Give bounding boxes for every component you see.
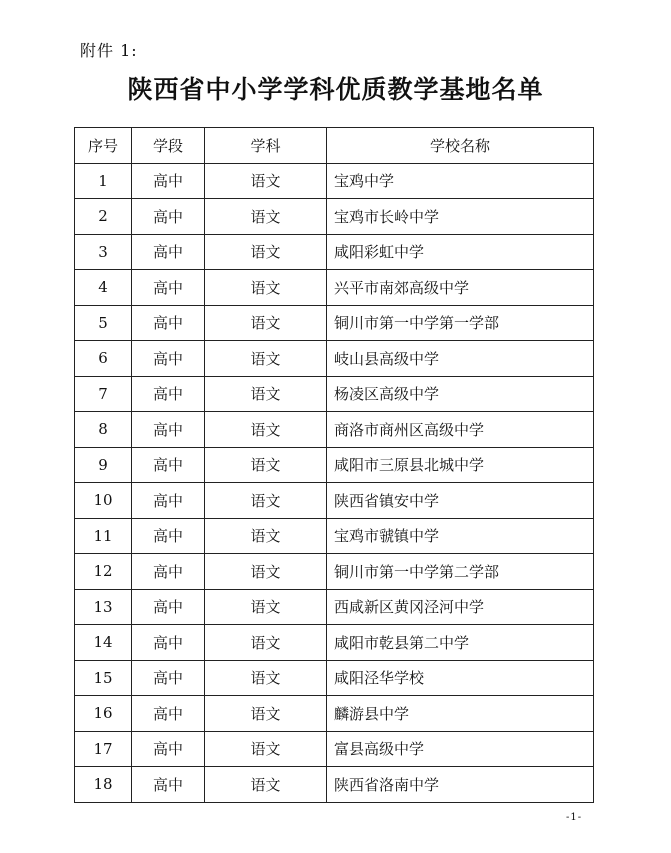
row-school-name: 商洛市商州区高级中学 <box>327 412 594 448</box>
table-body <box>75 163 594 802</box>
row-subject: 语文 <box>205 376 327 412</box>
table-row <box>75 731 594 767</box>
row-stage: 高中 <box>132 518 205 554</box>
row-stage: 高中 <box>132 483 205 519</box>
table-row <box>75 554 594 590</box>
row-stage: 高中 <box>132 412 205 448</box>
table-row <box>75 305 594 341</box>
table-row <box>75 341 594 377</box>
row-school-name: 陕西省洛南中学 <box>327 767 594 803</box>
row-number: 7 <box>75 376 132 412</box>
header-stage: 学段 <box>132 128 205 164</box>
table-row <box>75 376 594 412</box>
row-stage: 高中 <box>132 554 205 590</box>
row-school-name: 咸阳市三原县北城中学 <box>327 447 594 483</box>
row-stage: 高中 <box>132 163 205 199</box>
header-number: 序号 <box>75 128 132 164</box>
row-subject: 语文 <box>205 767 327 803</box>
table-row <box>75 518 594 554</box>
row-school-name: 宝鸡市长岭中学 <box>327 199 594 235</box>
table-row <box>75 660 594 696</box>
row-school-name: 咸阳彩虹中学 <box>327 234 594 270</box>
table-row <box>75 625 594 661</box>
table-row <box>75 234 594 270</box>
row-number: 2 <box>75 199 132 235</box>
row-number: 17 <box>75 731 132 767</box>
row-school-name: 富县高级中学 <box>327 731 594 767</box>
table-row <box>75 767 594 803</box>
row-subject: 语文 <box>205 270 327 306</box>
table-row <box>75 483 594 519</box>
row-subject: 语文 <box>205 483 327 519</box>
row-school-name: 铜川市第一中学第一学部 <box>327 305 594 341</box>
header-school-name: 学校名称 <box>327 128 594 164</box>
row-stage: 高中 <box>132 660 205 696</box>
row-school-name: 陕西省镇安中学 <box>327 483 594 519</box>
row-number: 10 <box>75 483 132 519</box>
header-subject: 学科 <box>205 128 327 164</box>
row-stage: 高中 <box>132 305 205 341</box>
table-row <box>75 199 594 235</box>
row-subject: 语文 <box>205 199 327 235</box>
row-school-name: 杨凌区高级中学 <box>327 376 594 412</box>
row-subject: 语文 <box>205 554 327 590</box>
row-stage: 高中 <box>132 270 205 306</box>
row-number: 4 <box>75 270 132 306</box>
row-stage: 高中 <box>132 696 205 732</box>
row-number: 9 <box>75 447 132 483</box>
page-number: -1- <box>566 812 583 823</box>
row-stage: 高中 <box>132 234 205 270</box>
row-number: 1 <box>75 163 132 199</box>
row-subject: 语文 <box>205 341 327 377</box>
row-stage: 高中 <box>132 376 205 412</box>
row-subject: 语文 <box>205 589 327 625</box>
row-subject: 语文 <box>205 305 327 341</box>
row-number: 8 <box>75 412 132 448</box>
row-subject: 语文 <box>205 696 327 732</box>
row-subject: 语文 <box>205 625 327 661</box>
table-row <box>75 163 594 199</box>
row-school-name: 铜川市第一中学第二学部 <box>327 554 594 590</box>
row-stage: 高中 <box>132 589 205 625</box>
school-list-table <box>74 127 594 803</box>
document-title: 陕西省中小学学科优质教学基地名单 <box>127 75 544 104</box>
row-number: 3 <box>75 234 132 270</box>
row-number: 6 <box>75 341 132 377</box>
row-subject: 语文 <box>205 412 327 448</box>
row-number: 12 <box>75 554 132 590</box>
row-stage: 高中 <box>132 767 205 803</box>
row-subject: 语文 <box>205 660 327 696</box>
row-school-name: 宝鸡市虢镇中学 <box>327 518 594 554</box>
row-stage: 高中 <box>132 341 205 377</box>
row-number: 14 <box>75 625 132 661</box>
row-school-name: 岐山县高级中学 <box>327 341 594 377</box>
row-school-name: 咸阳泾华学校 <box>327 660 594 696</box>
row-school-name: 西咸新区黄冈泾河中学 <box>327 589 594 625</box>
table-row <box>75 412 594 448</box>
table-row <box>75 696 594 732</box>
row-stage: 高中 <box>132 199 205 235</box>
row-number: 13 <box>75 589 132 625</box>
row-subject: 语文 <box>205 518 327 554</box>
row-school-name: 麟游县中学 <box>327 696 594 732</box>
row-subject: 语文 <box>205 234 327 270</box>
row-number: 18 <box>75 767 132 803</box>
row-number: 11 <box>75 518 132 554</box>
row-number: 15 <box>75 660 132 696</box>
row-school-name: 咸阳市乾县第二中学 <box>327 625 594 661</box>
row-school-name: 宝鸡中学 <box>327 163 594 199</box>
table-row <box>75 447 594 483</box>
table-row <box>75 270 594 306</box>
annex-label: 附件 1: <box>80 41 138 60</box>
row-subject: 语文 <box>205 163 327 199</box>
row-number: 5 <box>75 305 132 341</box>
table-header-row <box>75 128 594 164</box>
table-row <box>75 589 594 625</box>
row-number: 16 <box>75 696 132 732</box>
row-subject: 语文 <box>205 731 327 767</box>
row-stage: 高中 <box>132 625 205 661</box>
row-stage: 高中 <box>132 731 205 767</box>
row-school-name: 兴平市南郊高级中学 <box>327 270 594 306</box>
row-subject: 语文 <box>205 447 327 483</box>
row-stage: 高中 <box>132 447 205 483</box>
